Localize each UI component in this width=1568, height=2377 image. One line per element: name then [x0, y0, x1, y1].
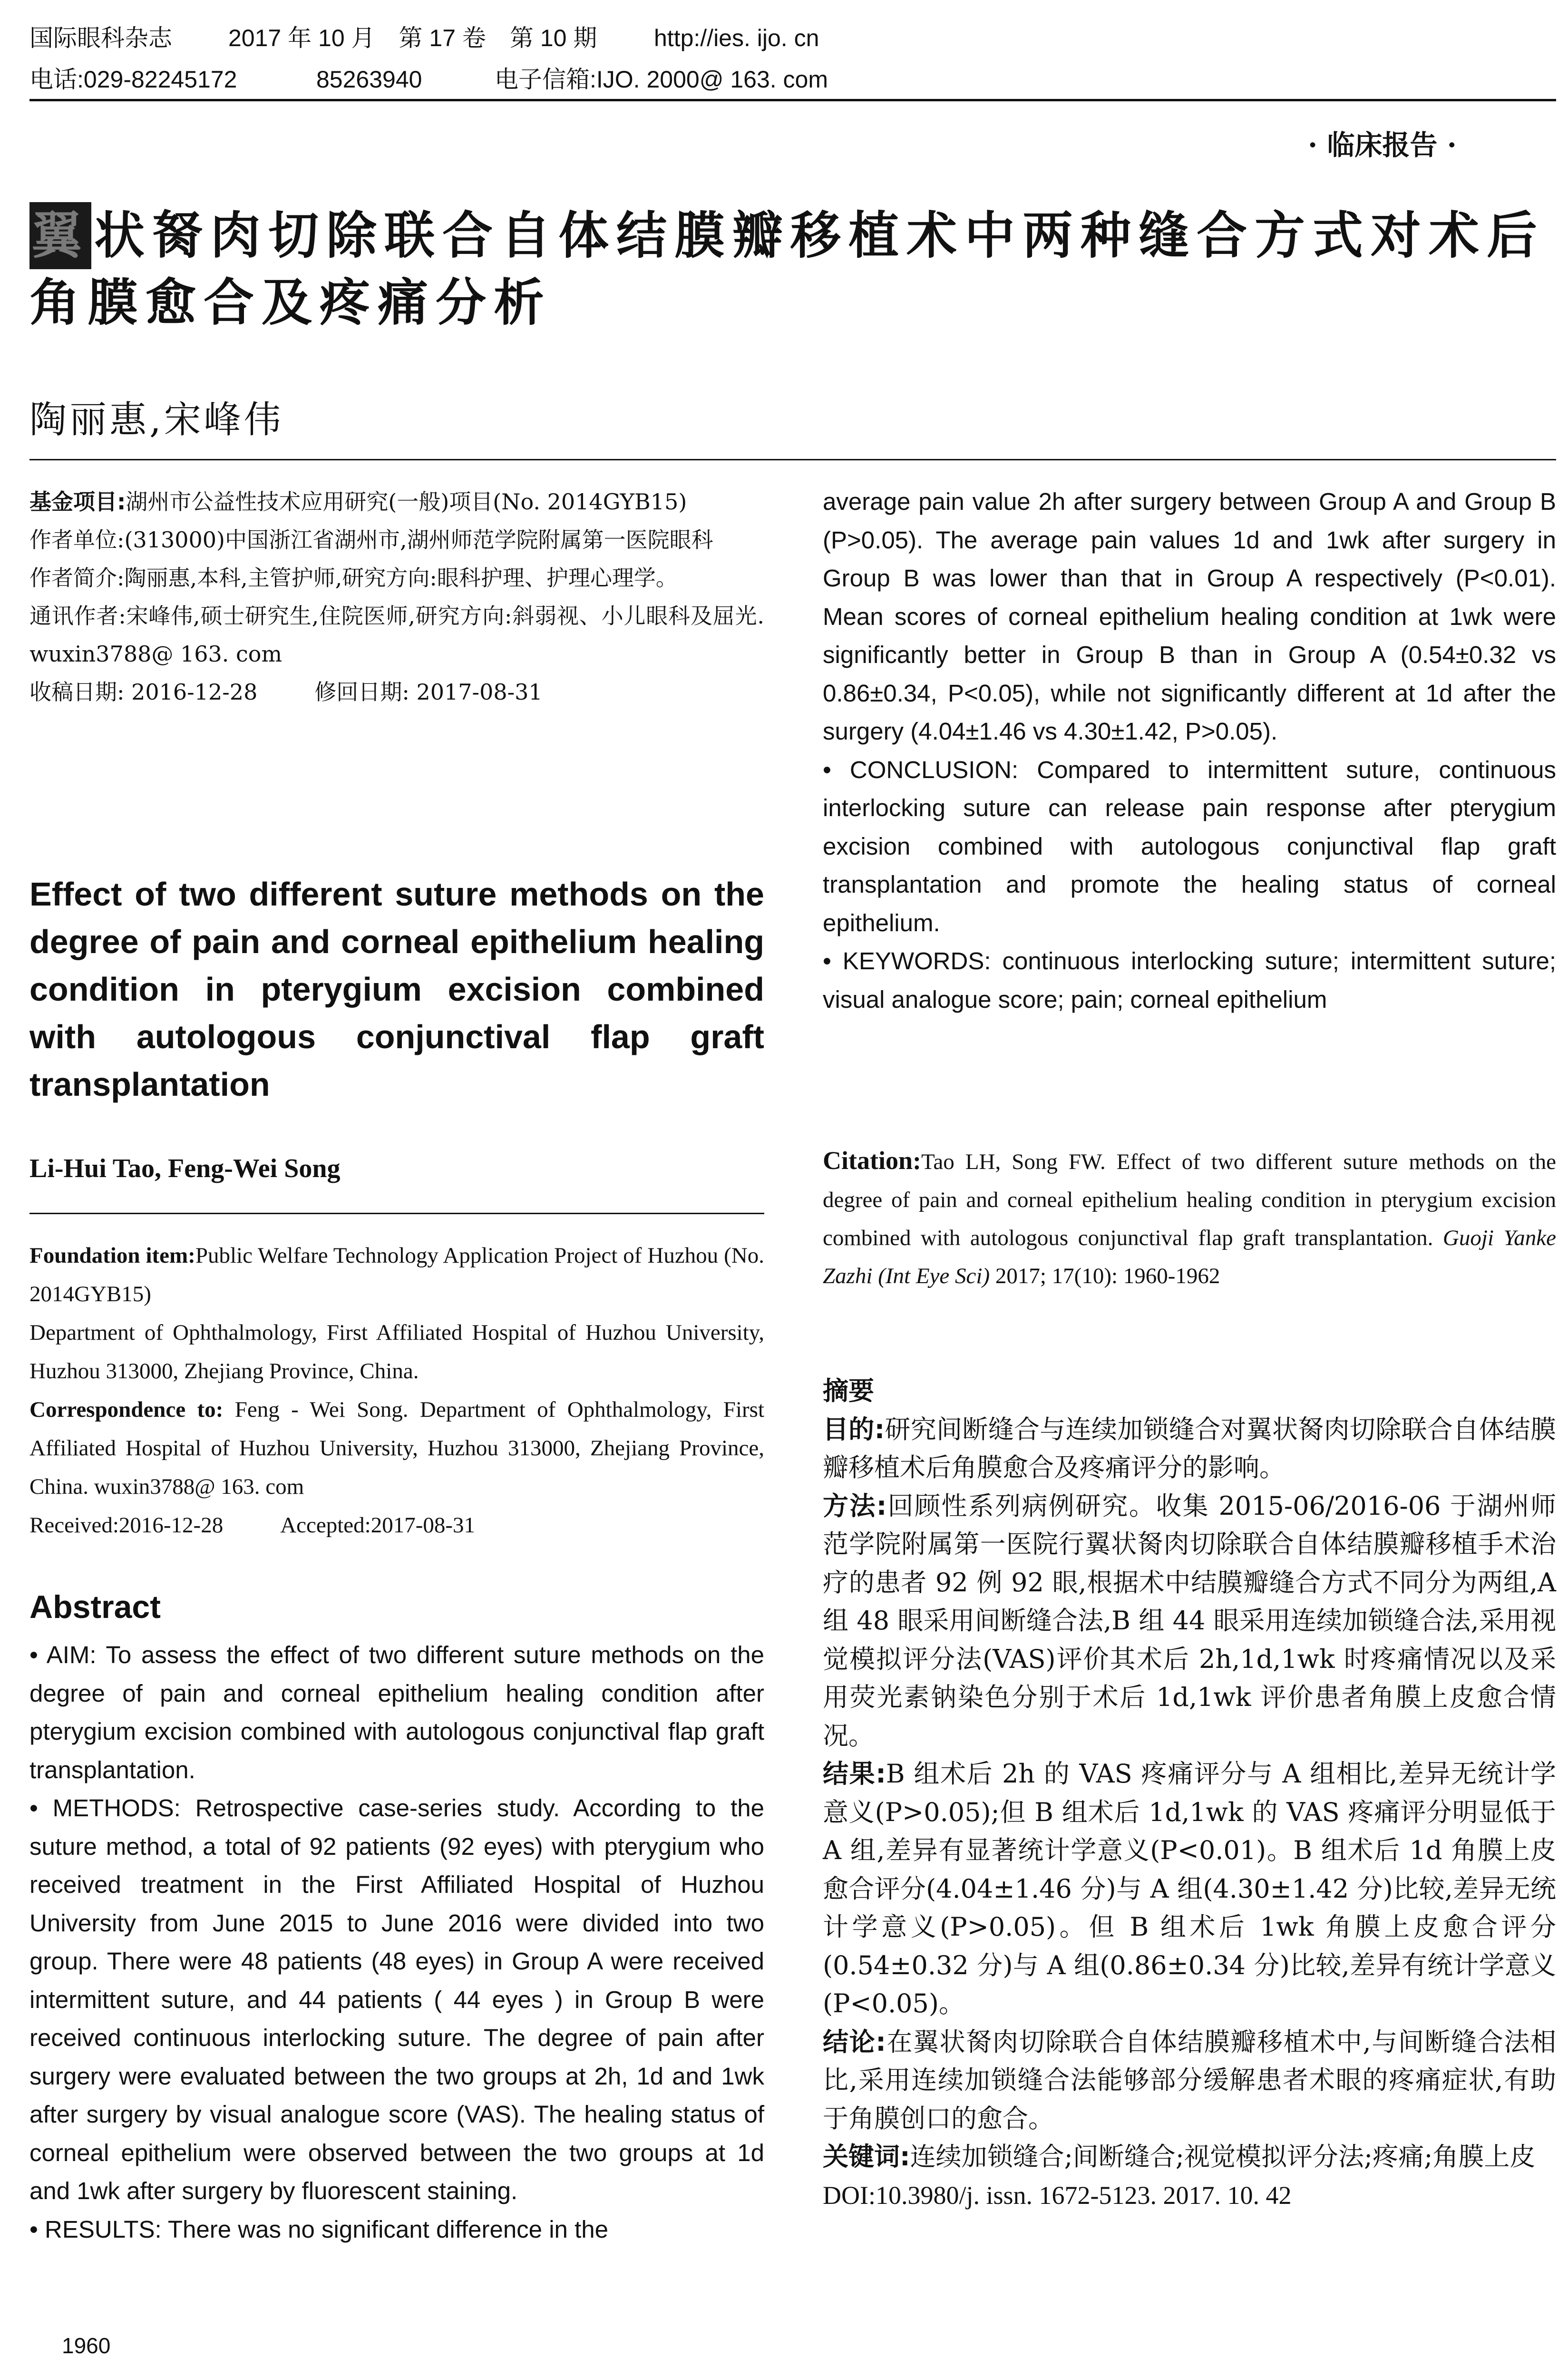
abstract-heading: Abstract	[29, 1589, 161, 1625]
abstract-en-right	[823, 483, 1556, 1019]
abstract-results-cont: average pain value 2h after surgery between Group A and Group B (P>0.05). The average pain values 1d and 1wk after surgery in Group B was lower than that in Group A respectively (P<0.01). Mean scores of corneal epithelium healing condition at 1wk were significantly better in Group B than in Group A (0.54±0.32 vs 0.86±0.34, P<0.05), while not significantly different at 1d after the surgery (4.04±1.46 vs 4.30±1.42, P>0.05).	[823, 488, 1556, 745]
author-intro-cn: 作者简介:陶丽惠,本科,主管护师,研究方向:眼科护理、护理心理学。	[29, 565, 678, 591]
authors-cn: 陶丽惠,宋峰伟	[29, 399, 284, 441]
abstract-cn-conclusion: 结论:在翼状胬肉切除联合自体结膜瓣移植术中,与间断缝合法相比,采用连续加锁缝合法能够部分缓解患者术眼的疼痛症状,有助于角膜创口的愈合。	[823, 2026, 1556, 2133]
doi[interactable]: DOI:10.3980/j. issn. 1672-5123. 2017. 10. 42	[823, 2181, 1292, 2210]
abstract-en-left	[29, 1636, 764, 2249]
foundation-label-cn: 基金项目:	[29, 489, 126, 515]
abstract-cn-results: 结果:B 组术后 2h 的 VAS 疼痛评分与 A 组相比,差异无统计学意义(P>0.05);但 B 组术后 1d,1wk 的 VAS 疼痛评分明显低于 A 组,差异有显著统计学意义(P<0.01)。B 组术后 1d 角膜上皮愈合评分(4.04±1.46 分)与 A 组(4.30±1.42 分)比较,差异无统计学意义(P>0.05)。但 B 组术后 1wk 角膜上皮愈合评分(0.54±0.32 分)与 A 组(0.86±0.34 分)比较,差异有统计学意义(P<0.05)。	[823, 1759, 1556, 2018]
title-rule	[29, 459, 1556, 460]
abstract-keywords: • KEYWORDS: continuous interlocking suture; intermittent suture; visual analogue score; pain; corneal epithelium	[823, 947, 1556, 1013]
abstract-cn-block	[823, 1372, 1556, 2214]
header-rule	[29, 99, 1556, 101]
abstract-conclusion: • CONCLUSION: Compared to intermittent suture, continuous interlocking suture can release pain response after pterygium excision combined with autologous conjunctival flap graft transplantation and promote the healing status of corneal epithelium.	[823, 756, 1556, 936]
foundation-en: Foundation item:Public Welfare Technology Application Project of Huzhou (No. 2014GYB15)	[29, 1243, 764, 1306]
paper-title-en: Effect of two different suture methods on the degree of pain and corneal epithelium healing condition in pterygium excision combined with autologous conjunctival flap graft transplantation	[29, 876, 764, 1103]
dates-en: Received:2016-12-28 Accepted:2017-08-31	[29, 1513, 476, 1538]
abstract-cn-aim: 目的:研究间断缝合与连续加锁缝合对翼状胬肉切除联合自体结膜瓣移植术后角膜愈合及疼痛评分的影响。	[823, 1414, 1556, 1482]
title-initial-char: 翼	[29, 202, 91, 269]
authors-en: Li-Hui Tao, Feng-Wei Song	[29, 1154, 341, 1183]
abstract-results-start: • RESULTS: There was no significant difference in the	[29, 2215, 608, 2243]
journal-url[interactable]: http://ies. ijo. cn	[654, 25, 819, 51]
citation-block	[823, 1141, 1556, 1295]
section-label: · 临床报告 ·	[1308, 129, 1457, 161]
dates-cn: 收稿日期: 2016-12-28 修回日期: 2017-08-31	[29, 679, 543, 705]
citation-text: Tao LH, Song FW. Effect of two different suture methods on the degree of pain and corneal epithelium healing condition in pterygium excision combined with autologous conjunctival flap graft transplantation.	[823, 1150, 1556, 1250]
phone-number-2: 85263940	[316, 66, 422, 93]
abstract-cn-keywords: 关键词:连续加锁缝合;间断缝合;视觉模拟评分法;疼痛;角膜上皮	[823, 2142, 1536, 2172]
journal-email[interactable]: 电子信箱:IJO. 2000@ 163. com	[495, 66, 828, 93]
abstract-cn-heading: 摘要	[823, 1376, 874, 1406]
citation-label: Citation:	[823, 1146, 921, 1175]
foundation-cn: 基金项目:湖州市公益性技术应用研究(一般)项目(No. 2014GYB15)	[29, 489, 687, 515]
citation-journal: Guoji Yanke Zazhi (Int Eye Sci)	[823, 1226, 1557, 1288]
title-cn-text: 状胬肉切除联合自体结膜瓣移植术中两种缝合方式对术后角膜愈合及疼痛分析	[29, 206, 1545, 332]
abstract-methods: • METHODS: Retrospective case-series study. According to the suture method, a total of 92 patients (92 eyes) with pterygium who received treatment in the First Affiliated Hospital of Huzhou University from June 2015 to June 2016 were divided into two group. There were 48 patients (48 eyes) in Group A were received intermittent suture, and 44 patients ( 44 eyes ) in Group B were received continuous interlocking suture. The degree of pain after surgery were evaluated between the two groups at 2h, 1d and 1wk after surgery by visual analogue score (VAS). The healing status of corneal epithelium were observed between the two groups at 1d and 1wk after surgery by fluorescent staining.	[29, 1794, 764, 2204]
correspondence-cn: 通讯作者:宋峰伟,硕士研究生,住院医师,研究方向:斜弱视、小儿眼科及屈光. wuxin3788@ 163. com	[29, 603, 764, 667]
authors-en-rule	[29, 1213, 764, 1214]
issue-info: 2017 年 10 月 第 17 卷 第 10 期	[228, 25, 597, 51]
correspondence-en: Correspondence to: Feng - Wei Song. Department of Ophthalmology, First Affiliated Hospital of Huzhou University, Huzhou 313000, Zhejiang Province, China. wuxin3788@ 163. com	[29, 1397, 765, 1499]
abstract-aim: • AIM: To assess the effect of two different suture methods on the degree of pain and corneal epithelium healing condition after pterygium excision combined with autologous conjunctival flap graft transplantation.	[29, 1641, 764, 1783]
citation-tail: 2017; 17(10): 1960-1962	[995, 1264, 1220, 1288]
journal-name: 国际眼科杂志	[29, 25, 172, 51]
paper-title-cn	[29, 202, 1556, 336]
meta-en-block	[29, 1237, 764, 1545]
author-unit-cn: 作者单位:(313000)中国浙江省湖州市,湖州师范学院附属第一医院眼科	[29, 527, 713, 553]
abstract-cn-methods: 方法:回顾性系列病例研究。收集 2015-06/2016-06 于湖州师范学院附属第一医院行翼状胬肉切除联合自体结膜瓣移植手术治疗的患者 92 例 92 眼,根据术中结膜瓣缝合方式不同分为两组,A 组 48 眼采用间断缝合法,B 组 44 眼采用连续加锁缝合法,采用视觉模拟评分法(VAS)评价其术后 2h,1d,1wk 时疼痛情况以及采用荧光素钠染色分别于术后 1d,1wk 评价患者角膜上皮愈合情况。	[823, 1490, 1556, 1751]
department-en: Department of Ophthalmology, First Affiliated Hospital of Huzhou University, Huzhou 313000, Zhejiang Province, China.	[29, 1320, 764, 1383]
meta-cn-block	[29, 483, 764, 711]
page-number: 1960	[62, 2333, 111, 2358]
phone-number: 电话:029-82245172	[29, 66, 237, 93]
